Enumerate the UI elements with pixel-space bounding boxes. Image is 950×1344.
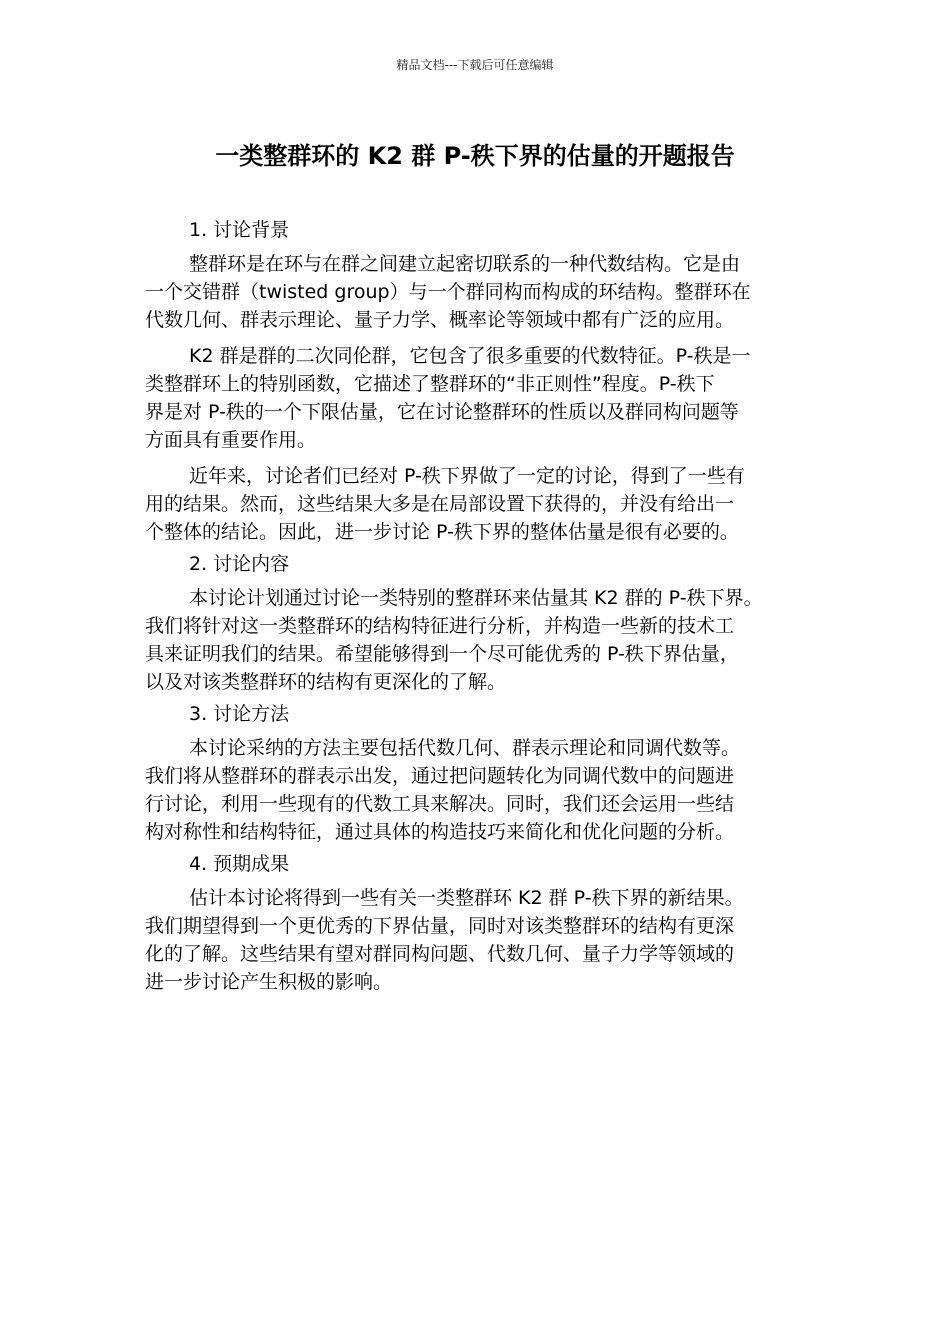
paragraph: 本讨论计划通过讨论一类特别的整群环来估量其 K2 群的 P-秩下界。 我们将针对这一类整群环的结构特征进行分析，并构造一些新的技术工 具来证明我们的结果。希望能够得到一个尽可能优秀的 P-秩下界估量， 以及对该类整群环的结构有更深化的了解。: [145, 587, 763, 693]
document-body: [145, 216, 810, 1000]
section-expected-results: [145, 850, 810, 996]
section-heading: 1. 讨论背景: [189, 219, 290, 241]
section-method: [145, 700, 810, 846]
section-heading: 3. 讨论方法: [189, 703, 290, 725]
section-background: [145, 216, 810, 546]
document-title: 一类整群环的 K2 群 P-秩下界的估量的开题报告: [215, 142, 735, 170]
section-heading: 4. 预期成果: [189, 853, 290, 875]
paragraph: 估计本讨论将得到一些有关一类整群环 K2 群 P-秩下界的新结果。 我们期望得到一个更优秀的下界估量，同时对该类整群环的结构有更深 化的了解。这些结果有望对群同构问题、代数几何、量子力学等领域的 进一步讨论产生积极的影响。: [145, 887, 744, 993]
header-note: 精品文档---下载后可任意编辑: [396, 58, 554, 72]
section-heading: 2. 讨论内容: [189, 553, 290, 575]
paragraph: 整群环是在环与在群之间建立起密切联系的一种代数结构。它是由 一个交错群（twisted group）与一个群同构而构成的环结构。整群环在 代数几何、群表示理论、量子力学、概率论等领域中都有广泛的应用。: [145, 253, 751, 331]
paragraph: 本讨论采纳的方法主要包括代数几何、群表示理论和同调代数等。 我们将从整群环的群表示出发，通过把问题转化为同调代数中的问题进 行讨论，利用一些现有的代数工具来解决。同时，我们还会运用一些结 构对称性和结构特征，通过具体的构造技巧来简化和优化问题的分析。: [145, 737, 741, 843]
section-content: [145, 550, 810, 696]
paragraph: K2 群是群的二次同伦群，它包含了很多重要的代数特征。P-秩是一 类整群环上的特别函数，它描述了整群环的“非正则性”程度。P-秩下 界是对 P-秩的一个下限估量，它在讨论整群环的性质以及群同构问题等 方面具有重要作用。: [145, 345, 751, 451]
paragraph: 近年来，讨论者们已经对 P-秩下界做了一定的讨论，得到了一些有 用的结果。然而，这些结果大多是在局部设置下获得的，并没有给出一 个整体的结论。因此，进一步讨论 P-秩下界的整体估量是很有必要的。: [145, 465, 745, 543]
